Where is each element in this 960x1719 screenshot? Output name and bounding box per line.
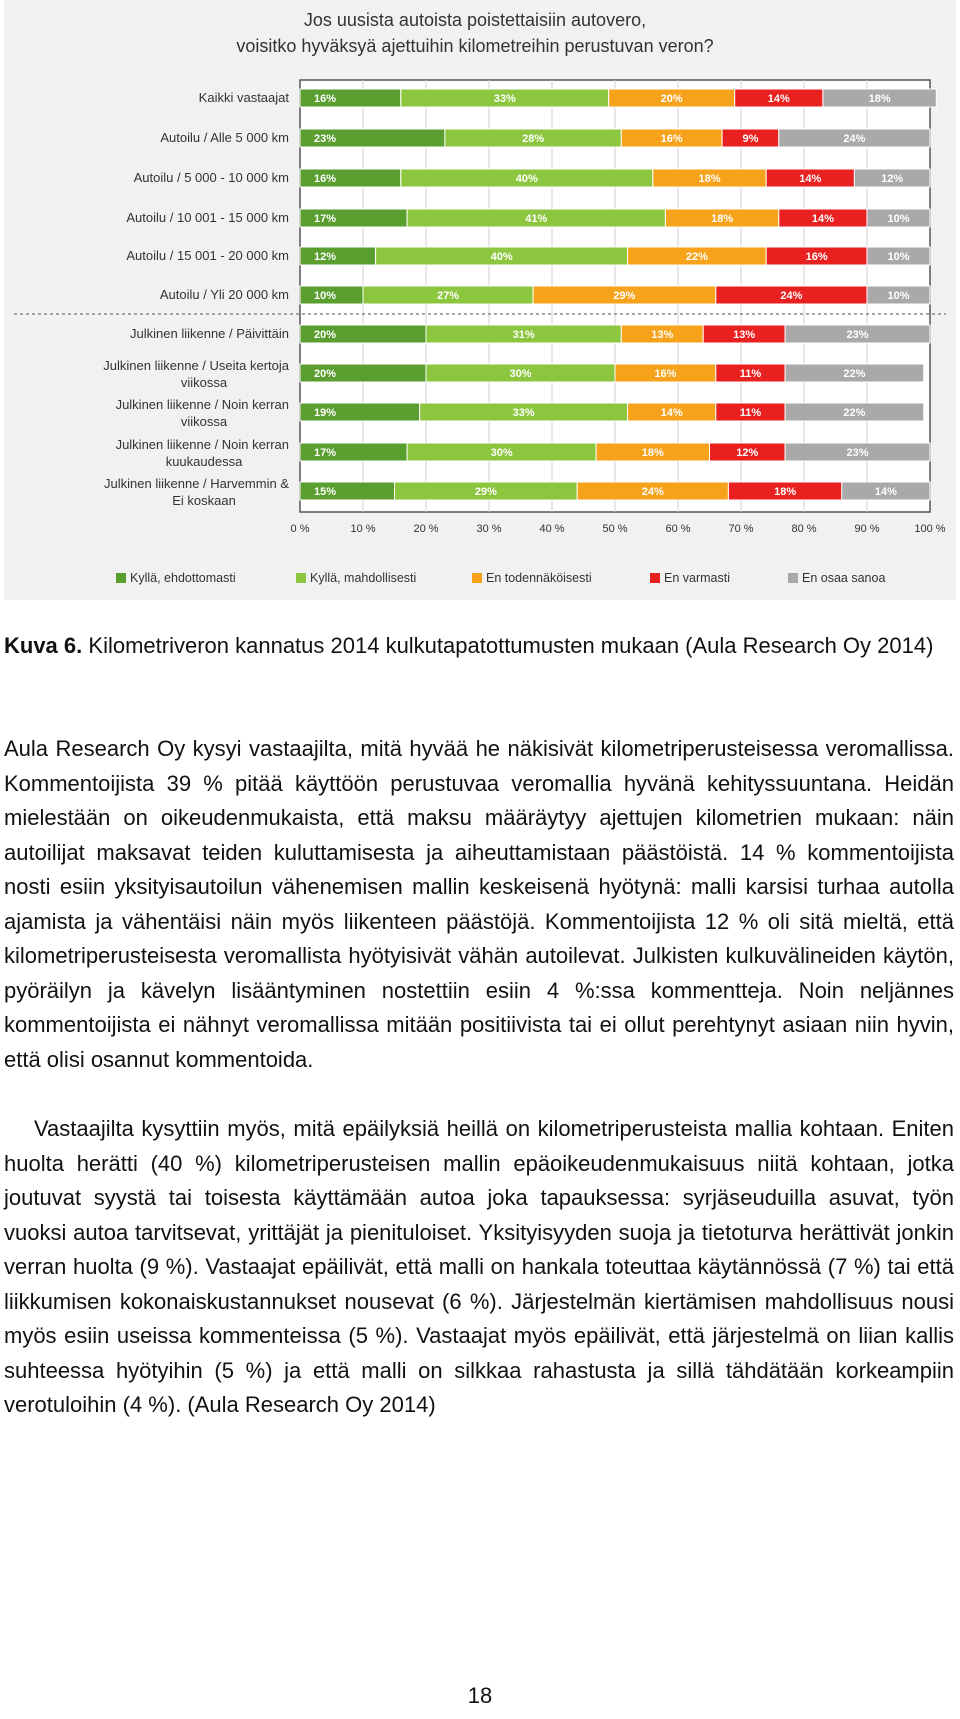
chart-title-line-1: Jos uusista autoista poistettaisiin autovero, — [303, 10, 647, 30]
stacked-bar-chart — [4, 0, 956, 600]
category-label: Autoilu / Yli 20 000 km — [159, 287, 289, 302]
paragraph-1: Aula Research Oy kysyi vastaajilta, mitä hyvää he näkisivät kilometriperusteisessa veromallissa. Kommentoijista 39 % pitää käyttöön perustuvaa veromallia hyvänä kehityssuuntana. Heidän mielestään on oikeudenmukaista, että maksu määräytyy ajettujen kilometrien mukaan: näin autoilijat maksavat teiden kuluttamisesta ja aiheuttamistaan päästöistä. 14 % kommentoijista nosti esiin yksityisautoilun vähenemisen mallin keskeisenä hyötynä: malli karsisi turhaa autolla ajamista ja vähentäisi näin myös liikenteen päästöjä. Kommentoijista 12 % oli sitä mieltä, että kilometriperusteisesta veromallista hyötyisivät vähän autoilevat. Julkisten kulkuvälineiden käytön, pyöräilyn ja kävelyn lisääntyminen nostettiin esiin 4 %:ssa kommentteja. Noin neljännes kommentoijista ei nähnyt veromallissa mitään positiivista tai ei ollut perehtynyt asiaan niin hyvin, että olisi osannut kommentoida. — [4, 736, 954, 1072]
data-label: 14% — [799, 173, 822, 185]
category-label: Autoilu / 5 000 - 10 000 km — [133, 170, 289, 185]
data-label: 23% — [314, 133, 337, 145]
data-label: 15% — [314, 486, 337, 498]
legend-swatch — [116, 573, 126, 583]
data-label: 12% — [881, 173, 904, 185]
category-label: Kaikki vastaajat — [198, 90, 289, 105]
data-label: 29% — [613, 290, 636, 302]
data-label: 17% — [314, 213, 337, 225]
x-tick-label: 90 % — [854, 523, 880, 535]
data-label: 9% — [742, 133, 759, 145]
data-label: 24% — [641, 486, 664, 498]
data-label: 18% — [774, 486, 797, 498]
legend-swatch — [788, 573, 798, 583]
data-label: 16% — [660, 133, 683, 145]
data-label: 41% — [525, 213, 548, 225]
data-label: 22% — [843, 407, 866, 419]
x-tick-label: 100 % — [914, 523, 946, 535]
category-label: viikossa — [180, 375, 228, 390]
data-label: 10% — [887, 213, 910, 225]
data-label: 24% — [780, 290, 803, 302]
data-label: 33% — [493, 93, 516, 105]
data-label: 19% — [314, 407, 337, 419]
x-tick-label: 60 % — [665, 523, 691, 535]
data-label: 30% — [509, 368, 532, 380]
data-label: 13% — [651, 329, 674, 341]
category-label: Julkinen liikenne / Harvemmin & — [104, 476, 289, 491]
legend-swatch — [472, 573, 482, 583]
x-tick-label: 20 % — [413, 523, 439, 535]
figure-caption — [4, 630, 944, 661]
data-label: 20% — [660, 93, 683, 105]
category-label: kuukaudessa — [165, 454, 243, 469]
data-label: 14% — [811, 213, 834, 225]
page-number: 18 — [467, 1683, 493, 1708]
category-label: Ei koskaan — [172, 493, 236, 508]
data-label: 22% — [685, 251, 708, 263]
data-label: 27% — [437, 290, 460, 302]
data-label: 14% — [767, 93, 790, 105]
x-tick-label: 70 % — [728, 523, 754, 535]
category-label: Autoilu / Alle 5 000 km — [160, 130, 289, 145]
data-label: 18% — [698, 173, 721, 185]
legend-label: Kyllä, ehdottomasti — [130, 571, 236, 585]
data-label: 16% — [805, 251, 828, 263]
data-label: 18% — [868, 93, 891, 105]
data-label: 40% — [490, 251, 513, 263]
category-label: Julkinen liikenne / Noin kerran — [115, 397, 289, 412]
data-label: 28% — [522, 133, 545, 145]
data-label: 33% — [512, 407, 535, 419]
x-tick-label: 80 % — [791, 523, 817, 535]
data-label: 23% — [846, 329, 869, 341]
category-label: viikossa — [180, 414, 228, 429]
data-label: 16% — [654, 368, 677, 380]
data-label: 20% — [314, 368, 337, 380]
data-label: 18% — [711, 213, 734, 225]
category-label: Autoilu / 15 001 - 20 000 km — [126, 248, 289, 263]
data-label: 16% — [314, 93, 337, 105]
legend-label: En todennäköisesti — [486, 571, 592, 585]
chart-figure — [4, 0, 956, 600]
legend-label: Kyllä, mahdollisesti — [310, 571, 417, 585]
data-label: 29% — [474, 486, 497, 498]
data-label: 14% — [660, 407, 683, 419]
data-label: 14% — [874, 486, 897, 498]
data-label: 10% — [887, 290, 910, 302]
x-tick-label: 40 % — [539, 523, 565, 535]
caption-text: Kilometriveron kannatus 2014 kulkutapatottumusten mukaan (Aula Research Oy 2014) — [88, 633, 934, 658]
x-tick-label: 10 % — [350, 523, 376, 535]
data-label: 20% — [314, 329, 337, 341]
data-label: 13% — [733, 329, 756, 341]
data-label: 11% — [739, 368, 762, 380]
data-label: 12% — [736, 447, 759, 459]
chart-title-line-2: voisitko hyväksyä ajettuihin kilometreihin perustuvan veron? — [236, 36, 714, 56]
data-label: 12% — [314, 251, 337, 263]
x-tick-label: 0 % — [290, 523, 310, 535]
category-label: Julkinen liikenne / Useita kertoja — [103, 358, 289, 373]
data-label: 17% — [314, 447, 337, 459]
legend-swatch — [296, 573, 306, 583]
data-label: 22% — [843, 368, 866, 380]
legend-swatch — [650, 573, 660, 583]
caption-label: Kuva 6. — [4, 633, 83, 658]
data-label: 24% — [843, 133, 866, 145]
data-label: 18% — [641, 447, 664, 459]
data-label: 30% — [490, 447, 513, 459]
paragraph-2: Vastaajilta kysyttiin myös, mitä epäilyksiä heillä on kilometriperusteista mallia kohtaan. Eniten huolta herätti (40 %) kilometriperusteisen mallin epäoikeudenmukaisuus niitä kohtaan, jotka joutuvat syystä tai toisesta käyttämään autoa joka tapauksessa: syrjäseuduilla asuvat, työn vuoksi autoa tarvitsevat, yrittäjät ja pienituloiset. Yksityisyyden suoja ja tietoturva herättivät jonkin verran huolta (9 %). Vastaajat epäilivät, että malli on hankala toteuttaa käytännössä (7 %) tai että liikkumisen kokonaiskustannukset nousevat (6 %). Järjestelmän kiertämisen mahdollisuus nousi myös esiin useissa kommenteissa (5 %). Vastaajat myös epäilivät, että järjestelmä on liian kallis suhteessa hyötyihin (5 %) ja että malli on silkkaa rahastusta ja sillä tähdätään korkeampiin verotuloihin (4 %). (Aula Research Oy 2014) — [4, 1116, 954, 1417]
category-label: Julkinen liikenne / Päivittäin — [130, 326, 289, 341]
data-label: 10% — [314, 290, 337, 302]
bar-segment — [300, 247, 376, 265]
category-label: Julkinen liikenne / Noin kerran — [115, 437, 289, 452]
data-label: 16% — [314, 173, 337, 185]
category-label: Autoilu / 10 001 - 15 000 km — [126, 210, 289, 225]
x-tick-label: 50 % — [602, 523, 628, 535]
legend-label: En osaa sanoa — [802, 571, 886, 585]
data-label: 23% — [846, 447, 869, 459]
x-tick-label: 30 % — [476, 523, 502, 535]
data-label: 40% — [515, 173, 538, 185]
legend-label: En varmasti — [664, 571, 730, 585]
data-label: 10% — [887, 251, 910, 263]
data-label: 11% — [739, 407, 762, 419]
data-label: 31% — [512, 329, 535, 341]
